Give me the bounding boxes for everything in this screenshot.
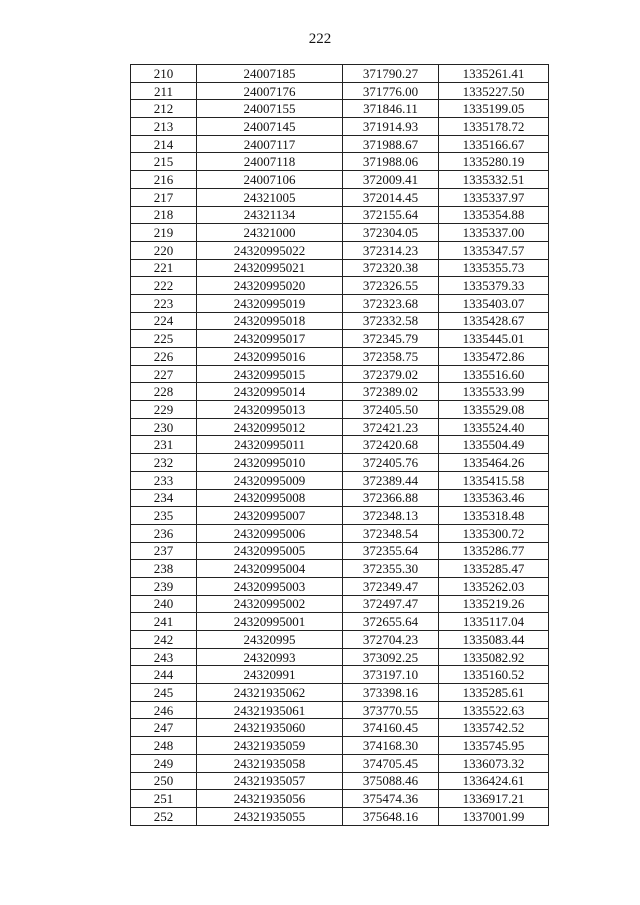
x-coordinate-cell: 372009.41 — [343, 171, 439, 189]
table-row — [131, 701, 549, 719]
row-number-cell: 229 — [131, 401, 197, 419]
point-id-cell: 24320995020 — [197, 277, 343, 295]
point-id-cell: 24007176 — [197, 82, 343, 100]
table-row — [131, 135, 549, 153]
row-number-cell: 227 — [131, 365, 197, 383]
table-row — [131, 365, 549, 383]
table-row — [131, 330, 549, 348]
table-row — [131, 737, 549, 755]
y-coordinate-cell: 1335445.01 — [439, 330, 549, 348]
x-coordinate-cell: 372014.45 — [343, 188, 439, 206]
row-number-cell: 226 — [131, 348, 197, 366]
y-coordinate-cell: 1335261.41 — [439, 65, 549, 83]
point-id-cell: 24320995003 — [197, 577, 343, 595]
table-row — [131, 348, 549, 366]
y-coordinate-cell: 1335745.95 — [439, 737, 549, 755]
table-row — [131, 648, 549, 666]
table-row — [131, 560, 549, 578]
y-coordinate-cell: 1335219.26 — [439, 595, 549, 613]
table-row — [131, 489, 549, 507]
y-coordinate-cell: 1335428.67 — [439, 312, 549, 330]
y-coordinate-cell: 1335354.88 — [439, 206, 549, 224]
point-id-cell: 24321005 — [197, 188, 343, 206]
x-coordinate-cell: 375474.36 — [343, 790, 439, 808]
table-row — [131, 206, 549, 224]
table-row — [131, 772, 549, 790]
row-number-cell: 233 — [131, 471, 197, 489]
y-coordinate-cell: 1335347.57 — [439, 241, 549, 259]
y-coordinate-cell: 1335415.58 — [439, 471, 549, 489]
point-id-cell: 24320995016 — [197, 348, 343, 366]
table-row — [131, 595, 549, 613]
table-row — [131, 436, 549, 454]
row-number-cell: 225 — [131, 330, 197, 348]
y-coordinate-cell: 1335379.33 — [439, 277, 549, 295]
row-number-cell: 240 — [131, 595, 197, 613]
point-id-cell: 24320995018 — [197, 312, 343, 330]
y-coordinate-cell: 1336917.21 — [439, 790, 549, 808]
row-number-cell: 216 — [131, 171, 197, 189]
x-coordinate-cell: 372405.76 — [343, 454, 439, 472]
point-id-cell: 24007106 — [197, 171, 343, 189]
row-number-cell: 251 — [131, 790, 197, 808]
table-row — [131, 171, 549, 189]
row-number-cell: 252 — [131, 807, 197, 825]
row-number-cell: 221 — [131, 259, 197, 277]
x-coordinate-cell: 374168.30 — [343, 737, 439, 755]
table-row — [131, 224, 549, 242]
point-id-cell: 24007155 — [197, 100, 343, 118]
table-row — [131, 684, 549, 702]
x-coordinate-cell: 372497.47 — [343, 595, 439, 613]
row-number-cell: 243 — [131, 648, 197, 666]
y-coordinate-cell: 1335337.00 — [439, 224, 549, 242]
row-number-cell: 247 — [131, 719, 197, 737]
point-id-cell: 24320995017 — [197, 330, 343, 348]
row-number-cell: 212 — [131, 100, 197, 118]
y-coordinate-cell: 1335363.46 — [439, 489, 549, 507]
point-id-cell: 24321935057 — [197, 772, 343, 790]
row-number-cell: 246 — [131, 701, 197, 719]
row-number-cell: 237 — [131, 542, 197, 560]
y-coordinate-cell: 1335504.49 — [439, 436, 549, 454]
x-coordinate-cell: 374705.45 — [343, 754, 439, 772]
point-id-cell: 24320995009 — [197, 471, 343, 489]
point-id-cell: 24321000 — [197, 224, 343, 242]
x-coordinate-cell: 372348.54 — [343, 524, 439, 542]
row-number-cell: 210 — [131, 65, 197, 83]
row-number-cell: 236 — [131, 524, 197, 542]
point-id-cell: 24320995019 — [197, 294, 343, 312]
y-coordinate-cell: 1335286.77 — [439, 542, 549, 560]
y-coordinate-cell: 1335285.61 — [439, 684, 549, 702]
y-coordinate-cell: 1335524.40 — [439, 418, 549, 436]
table-row — [131, 719, 549, 737]
point-id-cell: 24320991 — [197, 666, 343, 684]
row-number-cell: 249 — [131, 754, 197, 772]
row-number-cell: 211 — [131, 82, 197, 100]
point-id-cell: 24007185 — [197, 65, 343, 83]
x-coordinate-cell: 372314.23 — [343, 241, 439, 259]
row-number-cell: 250 — [131, 772, 197, 790]
row-number-cell: 232 — [131, 454, 197, 472]
y-coordinate-cell: 1335464.26 — [439, 454, 549, 472]
x-coordinate-cell: 371988.67 — [343, 135, 439, 153]
table-row — [131, 241, 549, 259]
table-row — [131, 65, 549, 83]
point-id-cell: 24321935062 — [197, 684, 343, 702]
point-id-cell: 24320995022 — [197, 241, 343, 259]
y-coordinate-cell: 1335160.52 — [439, 666, 549, 684]
table-row — [131, 118, 549, 136]
y-coordinate-cell: 1335337.97 — [439, 188, 549, 206]
table-row — [131, 754, 549, 772]
y-coordinate-cell: 1335742.52 — [439, 719, 549, 737]
x-coordinate-cell: 372379.02 — [343, 365, 439, 383]
x-coordinate-cell: 373398.16 — [343, 684, 439, 702]
x-coordinate-cell: 375088.46 — [343, 772, 439, 790]
point-id-cell: 24320995 — [197, 631, 343, 649]
x-coordinate-cell: 372326.55 — [343, 277, 439, 295]
point-id-cell: 24321935059 — [197, 737, 343, 755]
table-row — [131, 277, 549, 295]
x-coordinate-cell: 375648.16 — [343, 807, 439, 825]
point-id-cell: 24320995014 — [197, 383, 343, 401]
y-coordinate-cell: 1336424.61 — [439, 772, 549, 790]
x-coordinate-cell: 372704.23 — [343, 631, 439, 649]
y-coordinate-cell: 1335516.60 — [439, 365, 549, 383]
y-coordinate-cell: 1335332.51 — [439, 171, 549, 189]
point-id-cell: 24007145 — [197, 118, 343, 136]
row-number-cell: 223 — [131, 294, 197, 312]
point-id-cell: 24321935056 — [197, 790, 343, 808]
point-id-cell: 24320993 — [197, 648, 343, 666]
table-row — [131, 542, 549, 560]
x-coordinate-cell: 372389.02 — [343, 383, 439, 401]
table-row — [131, 312, 549, 330]
table-row — [131, 471, 549, 489]
x-coordinate-cell: 371776.00 — [343, 82, 439, 100]
x-coordinate-cell: 371914.93 — [343, 118, 439, 136]
table-row — [131, 577, 549, 595]
table-row — [131, 383, 549, 401]
x-coordinate-cell: 373197.10 — [343, 666, 439, 684]
coordinates-table-body — [131, 65, 549, 826]
y-coordinate-cell: 1335280.19 — [439, 153, 549, 171]
point-id-cell: 24320995007 — [197, 507, 343, 525]
x-coordinate-cell: 372332.58 — [343, 312, 439, 330]
table-row — [131, 259, 549, 277]
table-row — [131, 82, 549, 100]
table-row — [131, 507, 549, 525]
table-row — [131, 807, 549, 825]
point-id-cell: 24320995005 — [197, 542, 343, 560]
row-number-cell: 213 — [131, 118, 197, 136]
point-id-cell: 24320995004 — [197, 560, 343, 578]
row-number-cell: 219 — [131, 224, 197, 242]
x-coordinate-cell: 374160.45 — [343, 719, 439, 737]
coordinates-table — [130, 64, 549, 826]
row-number-cell: 234 — [131, 489, 197, 507]
point-id-cell: 24320995010 — [197, 454, 343, 472]
row-number-cell: 241 — [131, 613, 197, 631]
x-coordinate-cell: 372355.30 — [343, 560, 439, 578]
y-coordinate-cell: 1335318.48 — [439, 507, 549, 525]
y-coordinate-cell: 1335472.86 — [439, 348, 549, 366]
row-number-cell: 215 — [131, 153, 197, 171]
point-id-cell: 24320995021 — [197, 259, 343, 277]
point-id-cell: 24320995011 — [197, 436, 343, 454]
y-coordinate-cell: 1337001.99 — [439, 807, 549, 825]
row-number-cell: 248 — [131, 737, 197, 755]
row-number-cell: 238 — [131, 560, 197, 578]
x-coordinate-cell: 372366.88 — [343, 489, 439, 507]
table-row — [131, 631, 549, 649]
row-number-cell: 214 — [131, 135, 197, 153]
row-number-cell: 242 — [131, 631, 197, 649]
x-coordinate-cell: 371790.27 — [343, 65, 439, 83]
point-id-cell: 24321935055 — [197, 807, 343, 825]
y-coordinate-cell: 1335082.92 — [439, 648, 549, 666]
table-row — [131, 666, 549, 684]
x-coordinate-cell: 372358.75 — [343, 348, 439, 366]
y-coordinate-cell: 1335117.04 — [439, 613, 549, 631]
point-id-cell: 24321935058 — [197, 754, 343, 772]
row-number-cell: 218 — [131, 206, 197, 224]
y-coordinate-cell: 1335529.08 — [439, 401, 549, 419]
y-coordinate-cell: 1335227.50 — [439, 82, 549, 100]
x-coordinate-cell: 372348.13 — [343, 507, 439, 525]
point-id-cell: 24321935061 — [197, 701, 343, 719]
point-id-cell: 24320995013 — [197, 401, 343, 419]
x-coordinate-cell: 372420.68 — [343, 436, 439, 454]
row-number-cell: 224 — [131, 312, 197, 330]
table-row — [131, 188, 549, 206]
x-coordinate-cell: 372345.79 — [343, 330, 439, 348]
y-coordinate-cell: 1335083.44 — [439, 631, 549, 649]
x-coordinate-cell: 372405.50 — [343, 401, 439, 419]
table-row — [131, 153, 549, 171]
table-row — [131, 613, 549, 631]
point-id-cell: 24320995008 — [197, 489, 343, 507]
y-coordinate-cell: 1336073.32 — [439, 754, 549, 772]
table-row — [131, 524, 549, 542]
row-number-cell: 222 — [131, 277, 197, 295]
table-row — [131, 294, 549, 312]
point-id-cell: 24321134 — [197, 206, 343, 224]
y-coordinate-cell: 1335285.47 — [439, 560, 549, 578]
x-coordinate-cell: 372323.68 — [343, 294, 439, 312]
x-coordinate-cell: 372655.64 — [343, 613, 439, 631]
x-coordinate-cell: 372155.64 — [343, 206, 439, 224]
x-coordinate-cell: 372320.38 — [343, 259, 439, 277]
y-coordinate-cell: 1335300.72 — [439, 524, 549, 542]
table-row — [131, 100, 549, 118]
x-coordinate-cell: 371846.11 — [343, 100, 439, 118]
row-number-cell: 235 — [131, 507, 197, 525]
row-number-cell: 217 — [131, 188, 197, 206]
x-coordinate-cell: 373092.25 — [343, 648, 439, 666]
x-coordinate-cell: 372355.64 — [343, 542, 439, 560]
point-id-cell: 24320995006 — [197, 524, 343, 542]
table-row — [131, 454, 549, 472]
row-number-cell: 245 — [131, 684, 197, 702]
row-number-cell: 231 — [131, 436, 197, 454]
x-coordinate-cell: 372349.47 — [343, 577, 439, 595]
point-id-cell: 24320995015 — [197, 365, 343, 383]
x-coordinate-cell: 373770.55 — [343, 701, 439, 719]
table-row — [131, 790, 549, 808]
point-id-cell: 24007118 — [197, 153, 343, 171]
y-coordinate-cell: 1335403.07 — [439, 294, 549, 312]
point-id-cell: 24321935060 — [197, 719, 343, 737]
point-id-cell: 24007117 — [197, 135, 343, 153]
table-row — [131, 418, 549, 436]
x-coordinate-cell: 372389.44 — [343, 471, 439, 489]
row-number-cell: 239 — [131, 577, 197, 595]
table-row — [131, 401, 549, 419]
point-id-cell: 24320995002 — [197, 595, 343, 613]
row-number-cell: 230 — [131, 418, 197, 436]
y-coordinate-cell: 1335178.72 — [439, 118, 549, 136]
y-coordinate-cell: 1335262.03 — [439, 577, 549, 595]
page-number: 222 — [308, 31, 332, 47]
y-coordinate-cell: 1335199.05 — [439, 100, 549, 118]
point-id-cell: 24320995012 — [197, 418, 343, 436]
y-coordinate-cell: 1335533.99 — [439, 383, 549, 401]
y-coordinate-cell: 1335166.67 — [439, 135, 549, 153]
point-id-cell: 24320995001 — [197, 613, 343, 631]
y-coordinate-cell: 1335522.63 — [439, 701, 549, 719]
row-number-cell: 244 — [131, 666, 197, 684]
x-coordinate-cell: 371988.06 — [343, 153, 439, 171]
y-coordinate-cell: 1335355.73 — [439, 259, 549, 277]
row-number-cell: 220 — [131, 241, 197, 259]
row-number-cell: 228 — [131, 383, 197, 401]
x-coordinate-cell: 372421.23 — [343, 418, 439, 436]
x-coordinate-cell: 372304.05 — [343, 224, 439, 242]
